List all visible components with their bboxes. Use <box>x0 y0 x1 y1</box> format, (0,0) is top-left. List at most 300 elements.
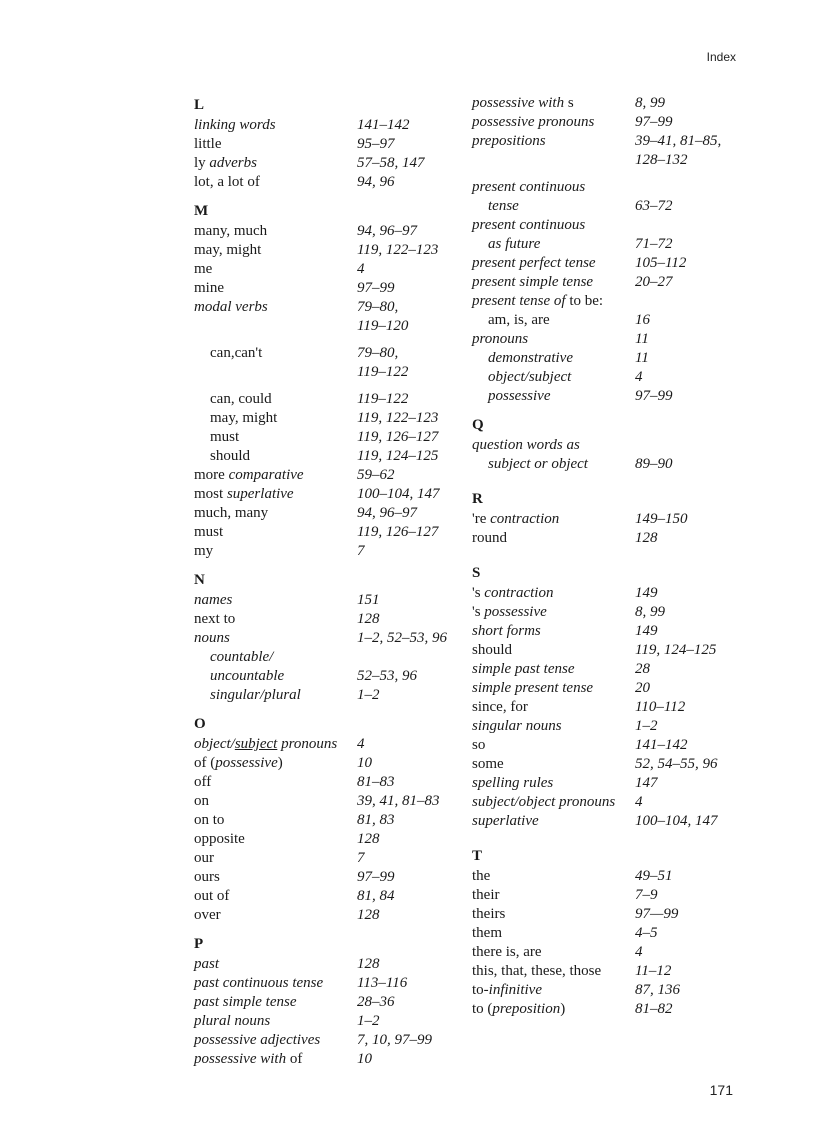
entry-term <box>472 132 546 151</box>
index-entry <box>194 173 464 192</box>
index-entry <box>194 906 464 925</box>
index-entry <box>472 793 742 812</box>
term-italic: linking words <box>194 117 276 133</box>
term-italic: subject/object pronouns <box>472 794 616 810</box>
index-entry <box>472 774 742 793</box>
term-italic: countable/ <box>210 649 274 665</box>
index-entry <box>194 686 464 705</box>
term-italic: contraction <box>484 585 554 601</box>
entry-term <box>210 409 277 428</box>
index-entry <box>194 974 464 993</box>
index-entry <box>194 887 464 906</box>
index-entry <box>194 344 464 363</box>
section-letter: L <box>194 97 205 113</box>
entry-term <box>472 867 490 886</box>
term-plain: the <box>472 868 491 884</box>
entry-pages: 141–142 <box>357 117 410 133</box>
term-italic: question words as <box>472 437 580 453</box>
term-plain: out of <box>194 888 230 904</box>
term-italic: present simple tense <box>472 274 594 290</box>
term-plain: theirs <box>472 906 506 922</box>
index-entry <box>194 993 464 1012</box>
entry-pages: 100–104, 147 <box>357 486 440 502</box>
index-entry <box>472 235 742 254</box>
entry-term <box>210 344 262 363</box>
index-entry <box>472 905 742 924</box>
entry-pages: 119, 122–123 <box>357 410 439 426</box>
entry-pages: 52–53, 96 <box>357 668 417 684</box>
entry-pages: 79–80, <box>357 299 399 315</box>
entry-term <box>488 235 540 254</box>
term-plain: may, might <box>210 410 278 426</box>
index-entry <box>194 667 464 686</box>
entry-term <box>210 648 273 667</box>
term-plain: little <box>194 136 222 152</box>
index-entry <box>194 390 464 409</box>
term-plain: over <box>194 907 221 923</box>
term-plain: 's <box>472 585 485 601</box>
term-part: pronouns <box>277 736 338 752</box>
entry-term <box>194 135 222 154</box>
term-italic: pronouns <box>472 331 529 347</box>
index-entry <box>194 955 464 974</box>
entry-pages: 89–90 <box>635 456 673 472</box>
index-entry <box>194 648 464 667</box>
entry-term <box>194 485 294 504</box>
term-plain: more <box>194 467 229 483</box>
index-entry <box>194 1012 464 1031</box>
index-entry <box>472 292 742 311</box>
entry-term <box>472 273 593 292</box>
entry-pages: 149 <box>635 623 658 639</box>
page-number: 171 <box>709 1082 733 1098</box>
term-plain: off <box>194 774 212 790</box>
entry-term <box>194 241 261 260</box>
entry-term <box>472 774 553 793</box>
entry-term <box>472 736 485 755</box>
entry-term <box>488 368 571 387</box>
entry-term <box>472 113 594 132</box>
term-plain: lot, a lot of <box>194 174 260 190</box>
entry-pages: 39–41, 81–85, <box>635 133 722 149</box>
index-column-right <box>472 94 742 1019</box>
entry-pages: 4 <box>635 944 643 960</box>
entry-pages: 7 <box>357 543 365 559</box>
entry-term <box>472 510 559 529</box>
term-italic: possessive adjectives <box>194 1032 321 1048</box>
entry-term <box>194 849 214 868</box>
term-italic: present perfect tense <box>472 255 596 271</box>
entry-term <box>194 591 232 610</box>
entry-term <box>472 94 574 113</box>
term-italic: superlative <box>226 486 294 502</box>
entry-term <box>194 773 211 792</box>
entry-pages: 100–104, 147 <box>635 813 718 829</box>
term-italic: contraction <box>490 511 560 527</box>
index-entry <box>194 116 464 135</box>
entry-pages: 11 <box>635 350 649 366</box>
entry-term <box>488 311 550 330</box>
index-entry <box>194 260 464 279</box>
term-plain: should <box>210 448 251 464</box>
entry-term <box>194 116 276 135</box>
entry-term <box>472 330 528 349</box>
term-plain: ) <box>560 1001 566 1017</box>
entry-pages: 119, 122–123 <box>357 242 439 258</box>
index-entry <box>194 610 464 629</box>
entry-term <box>194 811 224 830</box>
index-entry <box>194 542 464 561</box>
entry-pages: 105–112 <box>635 255 687 271</box>
term-plain: opposite <box>194 831 245 847</box>
index-entry <box>472 151 742 170</box>
entry-pages: 59–62 <box>357 467 395 483</box>
entry-pages: 4 <box>635 369 643 385</box>
term-plain: s <box>567 95 574 111</box>
term-plain: my <box>194 543 214 559</box>
entry-pages: 11–12 <box>635 963 672 979</box>
entry-pages: 128 <box>357 611 380 627</box>
term-plain: of <box>289 1051 303 1067</box>
entry-pages: 28 <box>635 661 650 677</box>
term-italic: present tense of <box>472 293 570 309</box>
index-entry <box>472 197 742 216</box>
term-italic: as future <box>488 236 541 252</box>
entry-term <box>194 1012 270 1031</box>
term-plain: may, might <box>194 242 262 258</box>
entry-pages: 39, 41, 81–83 <box>357 793 440 809</box>
index-entry <box>194 428 464 447</box>
entry-term <box>210 390 272 409</box>
entry-term <box>488 387 551 406</box>
term-plain: to be: <box>569 293 604 309</box>
entry-term <box>194 735 337 754</box>
term-italic: singular/plural <box>210 687 301 703</box>
term-plain: so <box>472 737 486 753</box>
term-italic: possessive with <box>472 95 568 111</box>
entry-pages: 128 <box>357 907 380 923</box>
index-entry <box>194 241 464 260</box>
entry-pages: 4–5 <box>635 925 658 941</box>
entry-term <box>472 698 528 717</box>
term-italic: tense <box>488 198 519 214</box>
entry-pages: 128–132 <box>635 152 688 168</box>
index-entry <box>472 867 742 886</box>
entry-term <box>488 197 519 216</box>
entry-pages: 1–2, 52–53, 96 <box>357 630 447 646</box>
term-plain: most <box>194 486 227 502</box>
section-letter: Q <box>472 417 484 433</box>
entry-term <box>472 793 615 812</box>
index-entry <box>194 409 464 428</box>
term-italic: past simple tense <box>194 994 297 1010</box>
entry-pages: 49–51 <box>635 868 673 884</box>
section-letter: R <box>472 491 483 507</box>
entry-term <box>210 447 250 466</box>
index-entry <box>194 1031 464 1050</box>
term-plain: this, that, these, those <box>472 963 602 979</box>
term-plain: must <box>210 429 240 445</box>
entry-pages: 110–112 <box>635 699 686 715</box>
index-entry <box>194 279 464 298</box>
entry-pages: 94, 96 <box>357 174 395 190</box>
entry-term <box>194 792 209 811</box>
index-entry <box>194 466 464 485</box>
term-italic: possessive with <box>194 1051 290 1067</box>
index-entry <box>472 943 742 962</box>
entry-pages: 128 <box>635 530 658 546</box>
index-entry <box>194 485 464 504</box>
term-plain: 's <box>472 604 485 620</box>
index-entry <box>472 132 742 151</box>
entry-pages: 1–2 <box>357 687 380 703</box>
entry-term <box>210 667 284 686</box>
term-plain: must <box>194 524 224 540</box>
entry-pages: 81, 83 <box>357 812 395 828</box>
entry-pages: 147 <box>635 775 658 791</box>
entry-pages: 81, 84 <box>357 888 395 904</box>
entry-term <box>194 1031 320 1050</box>
term-italic: prepositions <box>472 133 546 149</box>
entry-term <box>194 629 230 648</box>
entry-term <box>472 812 539 831</box>
entry-pages: 94, 96–97 <box>357 505 417 521</box>
index-entry <box>472 981 742 1000</box>
entry-pages: 97–99 <box>357 869 395 885</box>
index-entry <box>194 154 464 173</box>
entry-pages: 81–82 <box>635 1001 673 1017</box>
term-plain: some <box>472 756 504 772</box>
index-entry <box>472 529 742 548</box>
index-entry <box>194 447 464 466</box>
term-plain: their <box>472 887 500 903</box>
index-entry <box>472 962 742 981</box>
term-plain: ours <box>194 869 220 885</box>
index-entry <box>472 755 742 774</box>
entry-pages: 149 <box>635 585 658 601</box>
index-entry <box>194 1050 464 1069</box>
entry-pages: 7–9 <box>635 887 658 903</box>
term-italic: present continuous <box>472 217 586 233</box>
entry-term <box>472 886 500 905</box>
term-italic: past <box>194 956 220 972</box>
entry-pages: 1–2 <box>357 1013 380 1029</box>
term-plain: them <box>472 925 502 941</box>
entry-pages: 10 <box>357 755 372 771</box>
entry-pages: 119–122 <box>357 391 409 407</box>
index-entry <box>472 436 742 455</box>
term-plain: since, for <box>472 699 528 715</box>
term-plain: me <box>194 261 213 277</box>
index-entry <box>472 349 742 368</box>
index-entry <box>194 811 464 830</box>
entry-term <box>472 622 541 641</box>
entry-pages: 8, 99 <box>635 604 665 620</box>
term-plain: am, is, are <box>488 312 550 328</box>
term-italic: names <box>194 592 233 608</box>
term-italic: present continuous <box>472 179 586 195</box>
entry-term <box>472 603 547 622</box>
term-plain: should <box>472 642 513 658</box>
term-italic: possessive pronouns <box>472 114 595 130</box>
entry-term <box>210 686 301 705</box>
index-entry <box>472 455 742 474</box>
index-entry <box>472 886 742 905</box>
index-entry <box>194 773 464 792</box>
entry-pages: 57–58, 147 <box>357 155 425 171</box>
index-entry <box>194 504 464 523</box>
entry-pages: 81–83 <box>357 774 395 790</box>
section-letter: P <box>194 936 204 952</box>
index-entry <box>472 603 742 622</box>
term-plain: round <box>472 530 507 546</box>
term-plain: to- <box>472 982 489 998</box>
entry-term <box>472 436 580 455</box>
entry-pages: 63–72 <box>635 198 673 214</box>
index-entry <box>472 584 742 603</box>
entry-term <box>472 292 603 311</box>
index-column-left <box>194 94 464 1069</box>
entry-term <box>472 981 542 1000</box>
entry-pages: 97–99 <box>357 280 395 296</box>
term-italic: spelling rules <box>472 775 554 791</box>
entry-term <box>194 887 229 906</box>
term-italic: possessive <box>488 388 551 404</box>
term-italic: demonstrative <box>488 350 573 366</box>
entry-pages: 4 <box>357 736 365 752</box>
section-letter: S <box>472 565 481 581</box>
index-entry <box>472 113 742 132</box>
index-entry <box>194 135 464 154</box>
entry-pages: 141–142 <box>635 737 688 753</box>
entry-term <box>194 955 219 974</box>
term-italic: nouns <box>194 630 230 646</box>
index-entry <box>194 317 464 336</box>
entry-pages: 119, 124–125 <box>357 448 439 464</box>
entry-pages: 119–122 <box>357 364 409 380</box>
term-plain: on to <box>194 812 225 828</box>
index-entry <box>472 717 742 736</box>
index-entry <box>472 660 742 679</box>
index-entry <box>194 363 464 382</box>
index-entry <box>472 368 742 387</box>
term-plain: to ( <box>472 1001 493 1017</box>
index-entry <box>194 298 464 317</box>
section-letter: N <box>194 572 205 588</box>
entry-pages: 94, 96–97 <box>357 223 417 239</box>
section-letter: O <box>194 716 206 732</box>
entry-term <box>194 260 212 279</box>
index-entry <box>472 330 742 349</box>
entry-pages: 149–150 <box>635 511 688 527</box>
term-part: subject <box>234 736 278 752</box>
index-entry <box>472 178 742 197</box>
running-header: Index <box>706 50 736 64</box>
section-letter: M <box>194 203 209 219</box>
entry-pages: 8, 99 <box>635 95 665 111</box>
entry-term <box>472 905 505 924</box>
term-italic: plural nouns <box>194 1013 271 1029</box>
term-italic: infinitive <box>488 982 542 998</box>
index-entry <box>194 849 464 868</box>
entry-pages: 119, 126–127 <box>357 429 439 445</box>
entry-pages: 128 <box>357 831 380 847</box>
entry-term <box>194 173 260 192</box>
entry-term <box>488 455 588 474</box>
term-italic: superlative <box>472 813 539 829</box>
index-entry <box>194 523 464 542</box>
entry-term <box>194 868 220 887</box>
entry-pages: 97–99 <box>635 388 673 404</box>
index-entry <box>194 735 464 754</box>
term-plain: much, many <box>194 505 269 521</box>
entry-term <box>194 610 235 629</box>
entry-pages: 79–80, <box>357 345 399 361</box>
entry-term <box>488 349 573 368</box>
term-italic: adverbs <box>209 155 257 171</box>
index-entry <box>194 868 464 887</box>
entry-term <box>210 428 239 447</box>
index-entry <box>194 830 464 849</box>
entry-term <box>194 298 268 317</box>
entry-pages: 128 <box>357 956 380 972</box>
index-entry <box>472 924 742 943</box>
entry-term <box>472 584 553 603</box>
term-plain: next to <box>194 611 236 627</box>
entry-term <box>194 993 297 1012</box>
entry-pages: 119, 124–125 <box>635 642 717 658</box>
term-italic: simple past tense <box>472 661 575 677</box>
entry-term <box>194 830 245 849</box>
term-plain: many, much <box>194 223 268 239</box>
entry-term <box>472 943 542 962</box>
term-italic: uncountable <box>210 668 285 684</box>
entry-term <box>194 466 304 485</box>
entry-term <box>194 754 283 773</box>
index-entry <box>472 698 742 717</box>
term-plain: can,can't <box>210 345 263 361</box>
entry-term <box>472 254 596 273</box>
term-italic: simple present tense <box>472 680 594 696</box>
entry-pages: 119–120 <box>357 318 409 334</box>
index-entry <box>472 1000 742 1019</box>
index-entry <box>472 273 742 292</box>
entry-term <box>194 542 213 561</box>
entry-term <box>472 1000 565 1019</box>
entry-pages: 113–116 <box>357 975 408 991</box>
term-part: object/ <box>194 736 235 752</box>
index-entry <box>472 510 742 529</box>
entry-pages: 4 <box>635 794 643 810</box>
index-entry <box>472 311 742 330</box>
entry-pages: 1–2 <box>635 718 658 734</box>
term-italic: past continuous tense <box>194 975 324 991</box>
term-italic: subject or object <box>488 456 588 472</box>
entry-pages: 52, 54–55, 96 <box>635 756 718 772</box>
index-entry <box>472 736 742 755</box>
term-plain: there is, are <box>472 944 542 960</box>
term-plain: ) <box>277 755 283 771</box>
entry-pages: 28–36 <box>357 994 395 1010</box>
entry-term <box>194 504 268 523</box>
term-italic: comparative <box>228 467 304 483</box>
entry-pages: 119, 126–127 <box>357 524 439 540</box>
index-entry <box>194 754 464 773</box>
term-italic: modal verbs <box>194 299 268 315</box>
term-italic: possessive <box>484 604 547 620</box>
index-entry <box>472 641 742 660</box>
entry-pages: 151 <box>357 592 380 608</box>
